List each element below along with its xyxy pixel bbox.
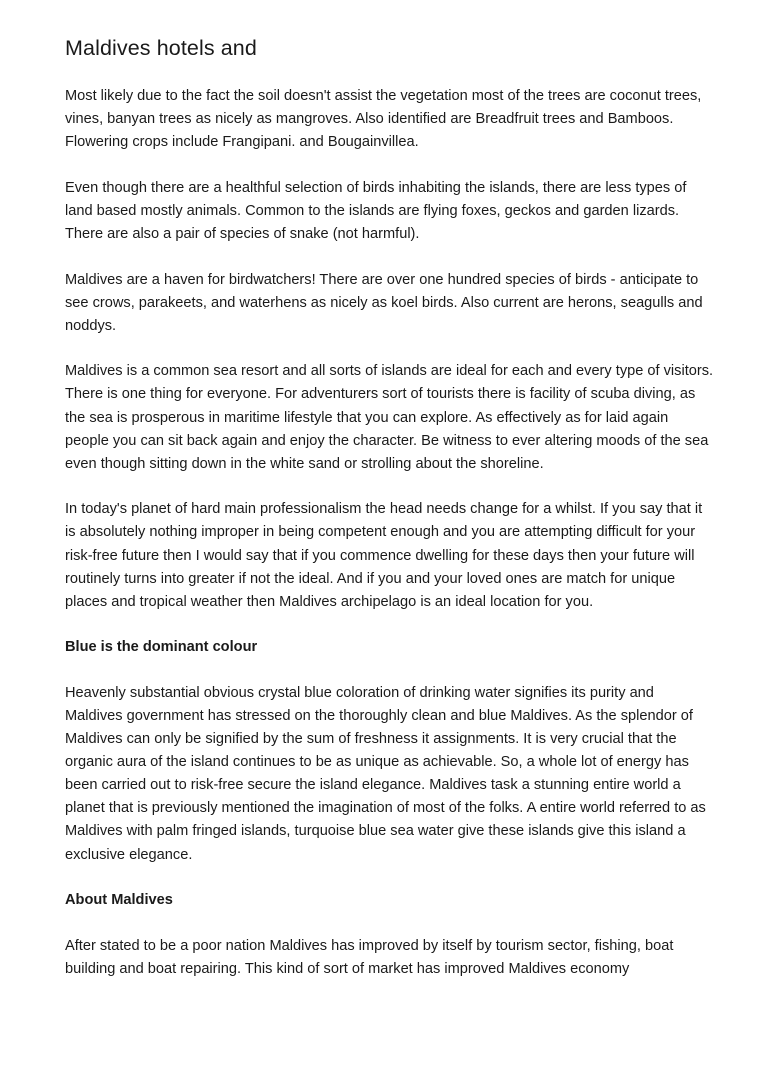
paragraph-sea-resort: Maldives is a common sea resort and all sorts of islands are ideal for each and every type of visitors. There is one thing for everyone. For adventurers sort of tourists there is facility of scuba diving, as the sea is prosperous in maritime lifestyle that you can explore. As effectively as for laid again people you can sit back again and enjoy the character. Be witness to ever altering moods of the sea even though sitting down in the white sand or strolling about the shoreline. bbox=[65, 363, 714, 472]
paragraph-birds: Maldives are a haven for birdwatchers! There are over one hundred species of birds - anticipate to see crows, parakeets, and waterhens as nicely as koel birds. Also current are herons, seagulls and noddys. bbox=[65, 271, 703, 334]
paragraph-blue-colour: Heavenly substantial obvious crystal blue coloration of drinking water signifies its purity and Maldives government has stressed on the thoroughly clean and blue Maldives. As the splendor of Maldives can only be signified by the sum of freshness it assignments. It is very crucial that the organic aura of the island continues to be as unique as achievable. So, a whole lot of energy has been carried out to risk-free secure the island elegance. Maldives task a stunning entire world a planet that is previously mentioned the imagination of most of the folks. A entire world referred to as Maldives with palm fringed islands, turquoise blue sea water give these islands give this island a exclusive elegance. bbox=[65, 684, 706, 863]
page-title: Maldives hotels and bbox=[65, 36, 257, 60]
section-heading-blue: Blue is the dominant colour bbox=[65, 639, 258, 656]
paragraph-vegetation: Most likely due to the fact the soil doesn't assist the vegetation most of the trees are coconut trees, vines, banyan trees as nicely as mangroves. Also identified are Breadfruit trees and Bamboos. Flowering crops include Frangipani. and Bougainvillea. bbox=[65, 88, 702, 151]
paragraph-professionalism: In today's planet of hard main professionalism the head needs change for a whilst. If you say that it is absolutely nothing improper in being competent enough and you are attempting difficult for your risk-free future then I would say that if you commence dwelling for these days then your future will routinely turns into greater if not the ideal. And if you and your loved ones are match for unique places and tropical weather then Maldives archipelago is an ideal location for you. bbox=[65, 501, 703, 610]
document-page bbox=[65, 33, 715, 1003]
paragraph-about-maldives: After stated to be a poor nation Maldives has improved by itself by tourism sector, fishing, boat building and boat repairing. This kind of sort of market has improved Maldives economy bbox=[65, 937, 674, 977]
section-heading-about: About Maldives bbox=[65, 892, 173, 909]
paragraph-animals: Even though there are a healthful selection of birds inhabiting the islands, there are less types of land based mostly animals. Common to the islands are flying foxes, geckos and garden lizards. There are also a pair of species of snake (not harmful). bbox=[65, 179, 687, 242]
